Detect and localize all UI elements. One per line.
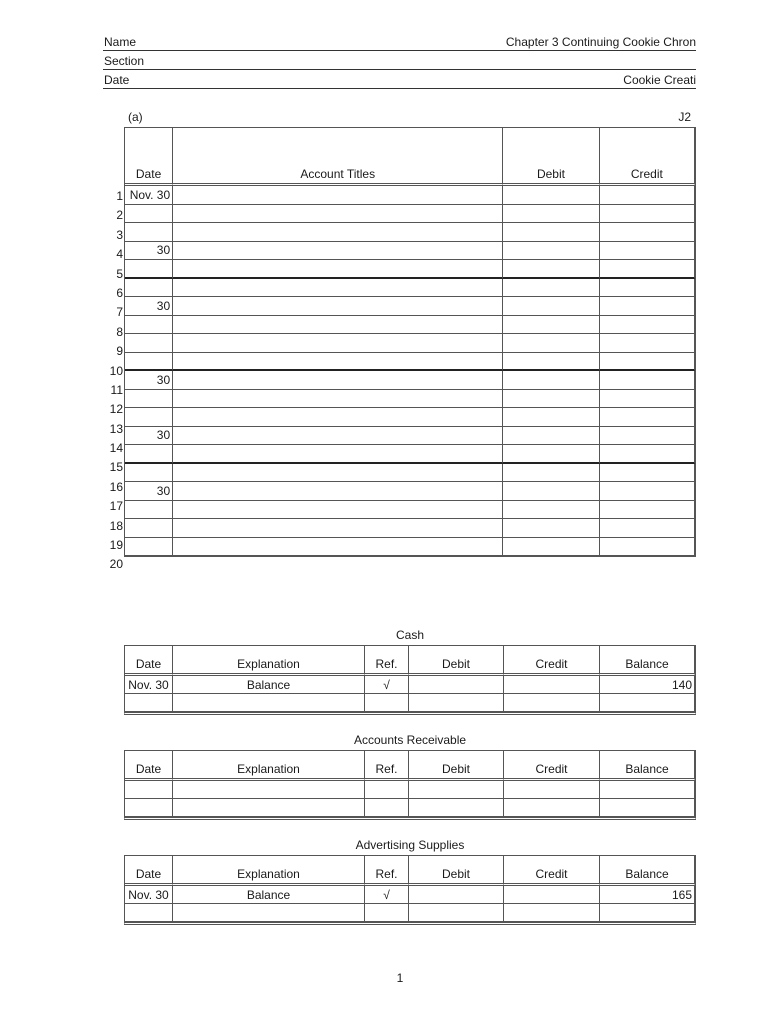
journal-row [125,186,695,205]
ledger-date-cell[interactable]: Nov. 30 [125,886,173,904]
accounts-receivable-ledger-table [124,750,696,820]
journal-credit-cell[interactable] [600,390,695,409]
journal-date-cell[interactable]: 30 [125,427,173,446]
journal-row [125,427,695,446]
journal-line-number: 20 [109,557,123,572]
ledger-date-cell[interactable] [125,799,173,817]
journal-row [125,353,695,372]
journal-credit-cell[interactable] [600,205,695,224]
ledger-col-explanation: Explanation [173,751,365,781]
journal-debit-cell[interactable] [503,279,599,298]
journal-row [125,482,695,501]
journal-account-cell[interactable] [173,316,503,335]
ledger-credit-cell[interactable] [504,676,600,694]
ledger-date-cell[interactable]: Nov. 30 [125,676,173,694]
page-number: 1 [396,971,404,985]
journal-line-numbers [100,187,124,575]
ledger-credit-cell[interactable] [504,694,600,712]
ledger-credit-cell[interactable] [504,799,600,817]
journal-debit-cell[interactable] [503,427,599,446]
ledger-header-row [125,646,695,676]
journal-line-number: 12 [109,402,123,417]
advertising-supplies-title: Advertising Supplies [355,838,465,852]
journal-credit-cell[interactable] [600,242,695,261]
journal-line-number: 17 [109,499,123,514]
journal-header-row [125,128,695,186]
ledger-col-credit: Credit [504,856,600,886]
journal-line-number: 14 [109,441,123,456]
journal-account-cell[interactable] [173,297,503,316]
ledger-explanation-cell[interactable] [173,799,365,817]
ledger-debit-cell[interactable] [409,781,504,799]
journal-date-cell[interactable] [125,519,173,538]
ledger-col-credit: Credit [504,646,600,676]
journal-credit-cell[interactable] [600,427,695,446]
journal-line-number: 3 [116,227,123,242]
journal-row [125,205,695,224]
journal-line-number: 7 [116,305,123,320]
journal-col-debit: Debit [503,128,599,186]
journal-account-cell[interactable] [173,445,503,464]
journal-account-cell[interactable] [173,408,503,427]
ledger-debit-cell[interactable] [409,694,504,712]
ledger-balance-cell[interactable] [600,799,695,817]
journal-credit-cell[interactable] [600,186,695,205]
section-label: Section [104,54,145,68]
journal-row [125,334,695,353]
journal-date-cell[interactable] [125,464,173,483]
journal-date-cell[interactable]: 30 [125,242,173,261]
name-row [103,32,696,51]
ledger-col-explanation: Explanation [173,646,365,676]
journal-account-cell[interactable] [173,242,503,261]
ledger-col-balance: Balance [600,646,695,676]
journal-account-cell[interactable] [173,279,503,298]
journal-date-cell[interactable]: 30 [125,371,173,390]
journal-credit-cell[interactable] [600,464,695,483]
journal-row [125,538,695,557]
journal-account-cell[interactable] [173,464,503,483]
ledger-col-credit: Credit [504,751,600,781]
journal-credit-cell[interactable] [600,445,695,464]
ledger-col-ref: Ref. [365,856,409,886]
journal-date-cell[interactable] [125,501,173,520]
journal-row [125,297,695,316]
ledger-header-row [125,751,695,781]
journal-credit-cell[interactable] [600,408,695,427]
journal-date-cell[interactable] [125,353,173,372]
journal-date-cell[interactable] [125,538,173,557]
journal-debit-cell[interactable] [503,371,599,390]
ledger-col-ref: Ref. [365,751,409,781]
ledger-explanation-cell[interactable] [173,694,365,712]
ledger-ref-cell[interactable]: √ [365,676,409,694]
ledger-col-balance: Balance [600,856,695,886]
ledger-col-debit: Debit [409,856,504,886]
journal-line-number: 15 [109,460,123,475]
journal-credit-cell[interactable] [600,297,695,316]
journal-line-number: 6 [116,285,123,300]
ledger-credit-cell[interactable] [504,781,600,799]
journal-line-number: 9 [116,344,123,359]
journal-debit-cell[interactable] [503,205,599,224]
company-name: Cookie Creati [623,73,696,87]
ledger-col-debit: Debit [409,751,504,781]
journal-row [125,316,695,335]
journal-line-number: 5 [116,266,123,281]
ledger-debit-cell[interactable] [409,904,504,922]
cash-account-title: Cash [395,628,424,642]
journal-date-cell[interactable] [125,205,173,224]
journal-date-cell[interactable] [125,316,173,335]
ledger-date-cell[interactable] [125,781,173,799]
journal-date-cell[interactable]: 30 [125,297,173,316]
journal-line-number: 4 [116,247,123,262]
advertising-supplies-ledger-table [124,855,696,925]
ledger-ref-cell[interactable]: √ [365,886,409,904]
journal-account-cell[interactable] [173,260,503,279]
journal-credit-cell[interactable] [600,371,695,390]
accounts-receivable-title: Accounts Receivable [353,733,467,747]
journal-debit-cell[interactable] [503,482,599,501]
journal-debit-cell[interactable] [503,408,599,427]
journal-credit-cell[interactable] [600,279,695,298]
ledger-col-debit: Debit [409,646,504,676]
ledger-credit-cell[interactable] [504,886,600,904]
journal-line-number: 18 [109,518,123,533]
ledger-debit-cell[interactable] [409,886,504,904]
journal-account-cell[interactable] [173,538,503,557]
ledger-date-cell[interactable] [125,904,173,922]
journal-row [125,260,695,279]
journal-line-number: 13 [109,421,123,436]
journal-date-cell[interactable] [125,260,173,279]
ledger-col-ref: Ref. [365,646,409,676]
ledger-header-row [125,856,695,886]
ledger-row [125,886,695,904]
general-journal-table [124,127,696,557]
journal-debit-cell[interactable] [503,519,599,538]
journal-credit-cell[interactable] [600,260,695,279]
part-label: (a) [128,110,143,124]
journal-debit-cell[interactable] [503,445,599,464]
journal-credit-cell[interactable] [600,482,695,501]
journal-account-cell[interactable] [173,223,503,242]
ledger-credit-cell[interactable] [504,904,600,922]
journal-account-cell[interactable] [173,353,503,372]
journal-debit-cell[interactable] [503,223,599,242]
chapter-title: Chapter 3 Continuing Cookie Chron [505,35,696,49]
journal-credit-cell[interactable] [600,316,695,335]
journal-row [125,371,695,390]
journal-credit-cell[interactable] [600,334,695,353]
journal-account-cell[interactable] [173,390,503,409]
journal-debit-cell[interactable] [503,390,599,409]
ledger-row [125,799,695,817]
ledger-row [125,676,695,694]
journal-date-cell[interactable]: 30 [125,482,173,501]
ledger-ref-cell[interactable] [365,904,409,922]
journal-credit-cell[interactable] [600,538,695,557]
ledger-col-date: Date [125,646,173,676]
journal-line-number: 2 [116,208,123,223]
journal-debit-cell[interactable] [503,242,599,261]
journal-debit-cell[interactable] [503,260,599,279]
journal-account-cell[interactable] [173,482,503,501]
journal-col-credit: Credit [600,128,695,186]
journal-account-cell[interactable] [173,186,503,205]
journal-row [125,501,695,520]
ledger-row [125,694,695,712]
journal-debit-cell[interactable] [503,464,599,483]
ledger-date-cell[interactable] [125,694,173,712]
journal-date-cell[interactable] [125,223,173,242]
section-row [103,51,696,70]
name-label: Name [104,35,137,49]
journal-row [125,242,695,261]
journal-line-number: 19 [109,538,123,553]
journal-debit-cell[interactable] [503,538,599,557]
journal-debit-cell[interactable] [503,297,599,316]
journal-row [125,223,695,242]
journal-debit-cell[interactable] [503,316,599,335]
journal-date-cell[interactable]: Nov. 30 [125,186,173,205]
journal-debit-cell[interactable] [503,186,599,205]
ledger-balance-cell[interactable]: 140 [600,676,695,694]
ledger-ref-cell[interactable] [365,799,409,817]
journal-row [125,464,695,483]
journal-line-number: 11 [110,382,123,397]
journal-page-ref: J2 [678,110,691,124]
ledger-col-balance: Balance [600,751,695,781]
ledger-balance-cell[interactable] [600,781,695,799]
journal-debit-cell[interactable] [503,353,599,372]
ledger-ref-cell[interactable] [365,694,409,712]
journal-row [125,390,695,409]
journal-row [125,279,695,298]
journal-account-cell[interactable] [173,371,503,390]
ledger-col-explanation: Explanation [173,856,365,886]
ledger-explanation-cell[interactable] [173,781,365,799]
ledger-row [125,781,695,799]
journal-account-cell[interactable] [173,519,503,538]
journal-date-cell[interactable] [125,390,173,409]
journal-credit-cell[interactable] [600,519,695,538]
journal-row [125,408,695,427]
journal-account-cell[interactable] [173,427,503,446]
journal-row [125,519,695,538]
journal-date-cell[interactable] [125,408,173,427]
journal-date-cell[interactable] [125,334,173,353]
journal-date-cell[interactable] [125,445,173,464]
ledger-debit-cell[interactable] [409,799,504,817]
journal-line-number: 16 [109,479,123,494]
date-label: Date [104,73,130,87]
journal-col-date: Date [125,128,173,186]
ledger-row [125,904,695,922]
journal-line-number: 1 [116,189,123,203]
ledger-col-date: Date [125,751,173,781]
ledger-balance-cell[interactable]: 165 [600,886,695,904]
ledger-explanation-cell[interactable]: Balance [173,676,365,694]
journal-line-number: 10 [109,363,123,378]
journal-account-cell[interactable] [173,501,503,520]
ledger-col-date: Date [125,856,173,886]
journal-credit-cell[interactable] [600,353,695,372]
ledger-ref-cell[interactable] [365,781,409,799]
journal-debit-cell[interactable] [503,501,599,520]
journal-account-cell[interactable] [173,205,503,224]
date-row [103,70,696,89]
journal-credit-cell[interactable] [600,223,695,242]
journal-credit-cell[interactable] [600,501,695,520]
ledger-balance-cell[interactable] [600,694,695,712]
journal-date-cell[interactable] [125,279,173,298]
ledger-explanation-cell[interactable]: Balance [173,886,365,904]
cash-ledger-table [124,645,696,715]
ledger-balance-cell[interactable] [600,904,695,922]
journal-line-number: 8 [116,324,123,339]
journal-col-account-titles: Account Titles [173,128,503,186]
journal-debit-cell[interactable] [503,334,599,353]
journal-account-cell[interactable] [173,334,503,353]
ledger-debit-cell[interactable] [409,676,504,694]
ledger-explanation-cell[interactable] [173,904,365,922]
journal-row [125,445,695,464]
